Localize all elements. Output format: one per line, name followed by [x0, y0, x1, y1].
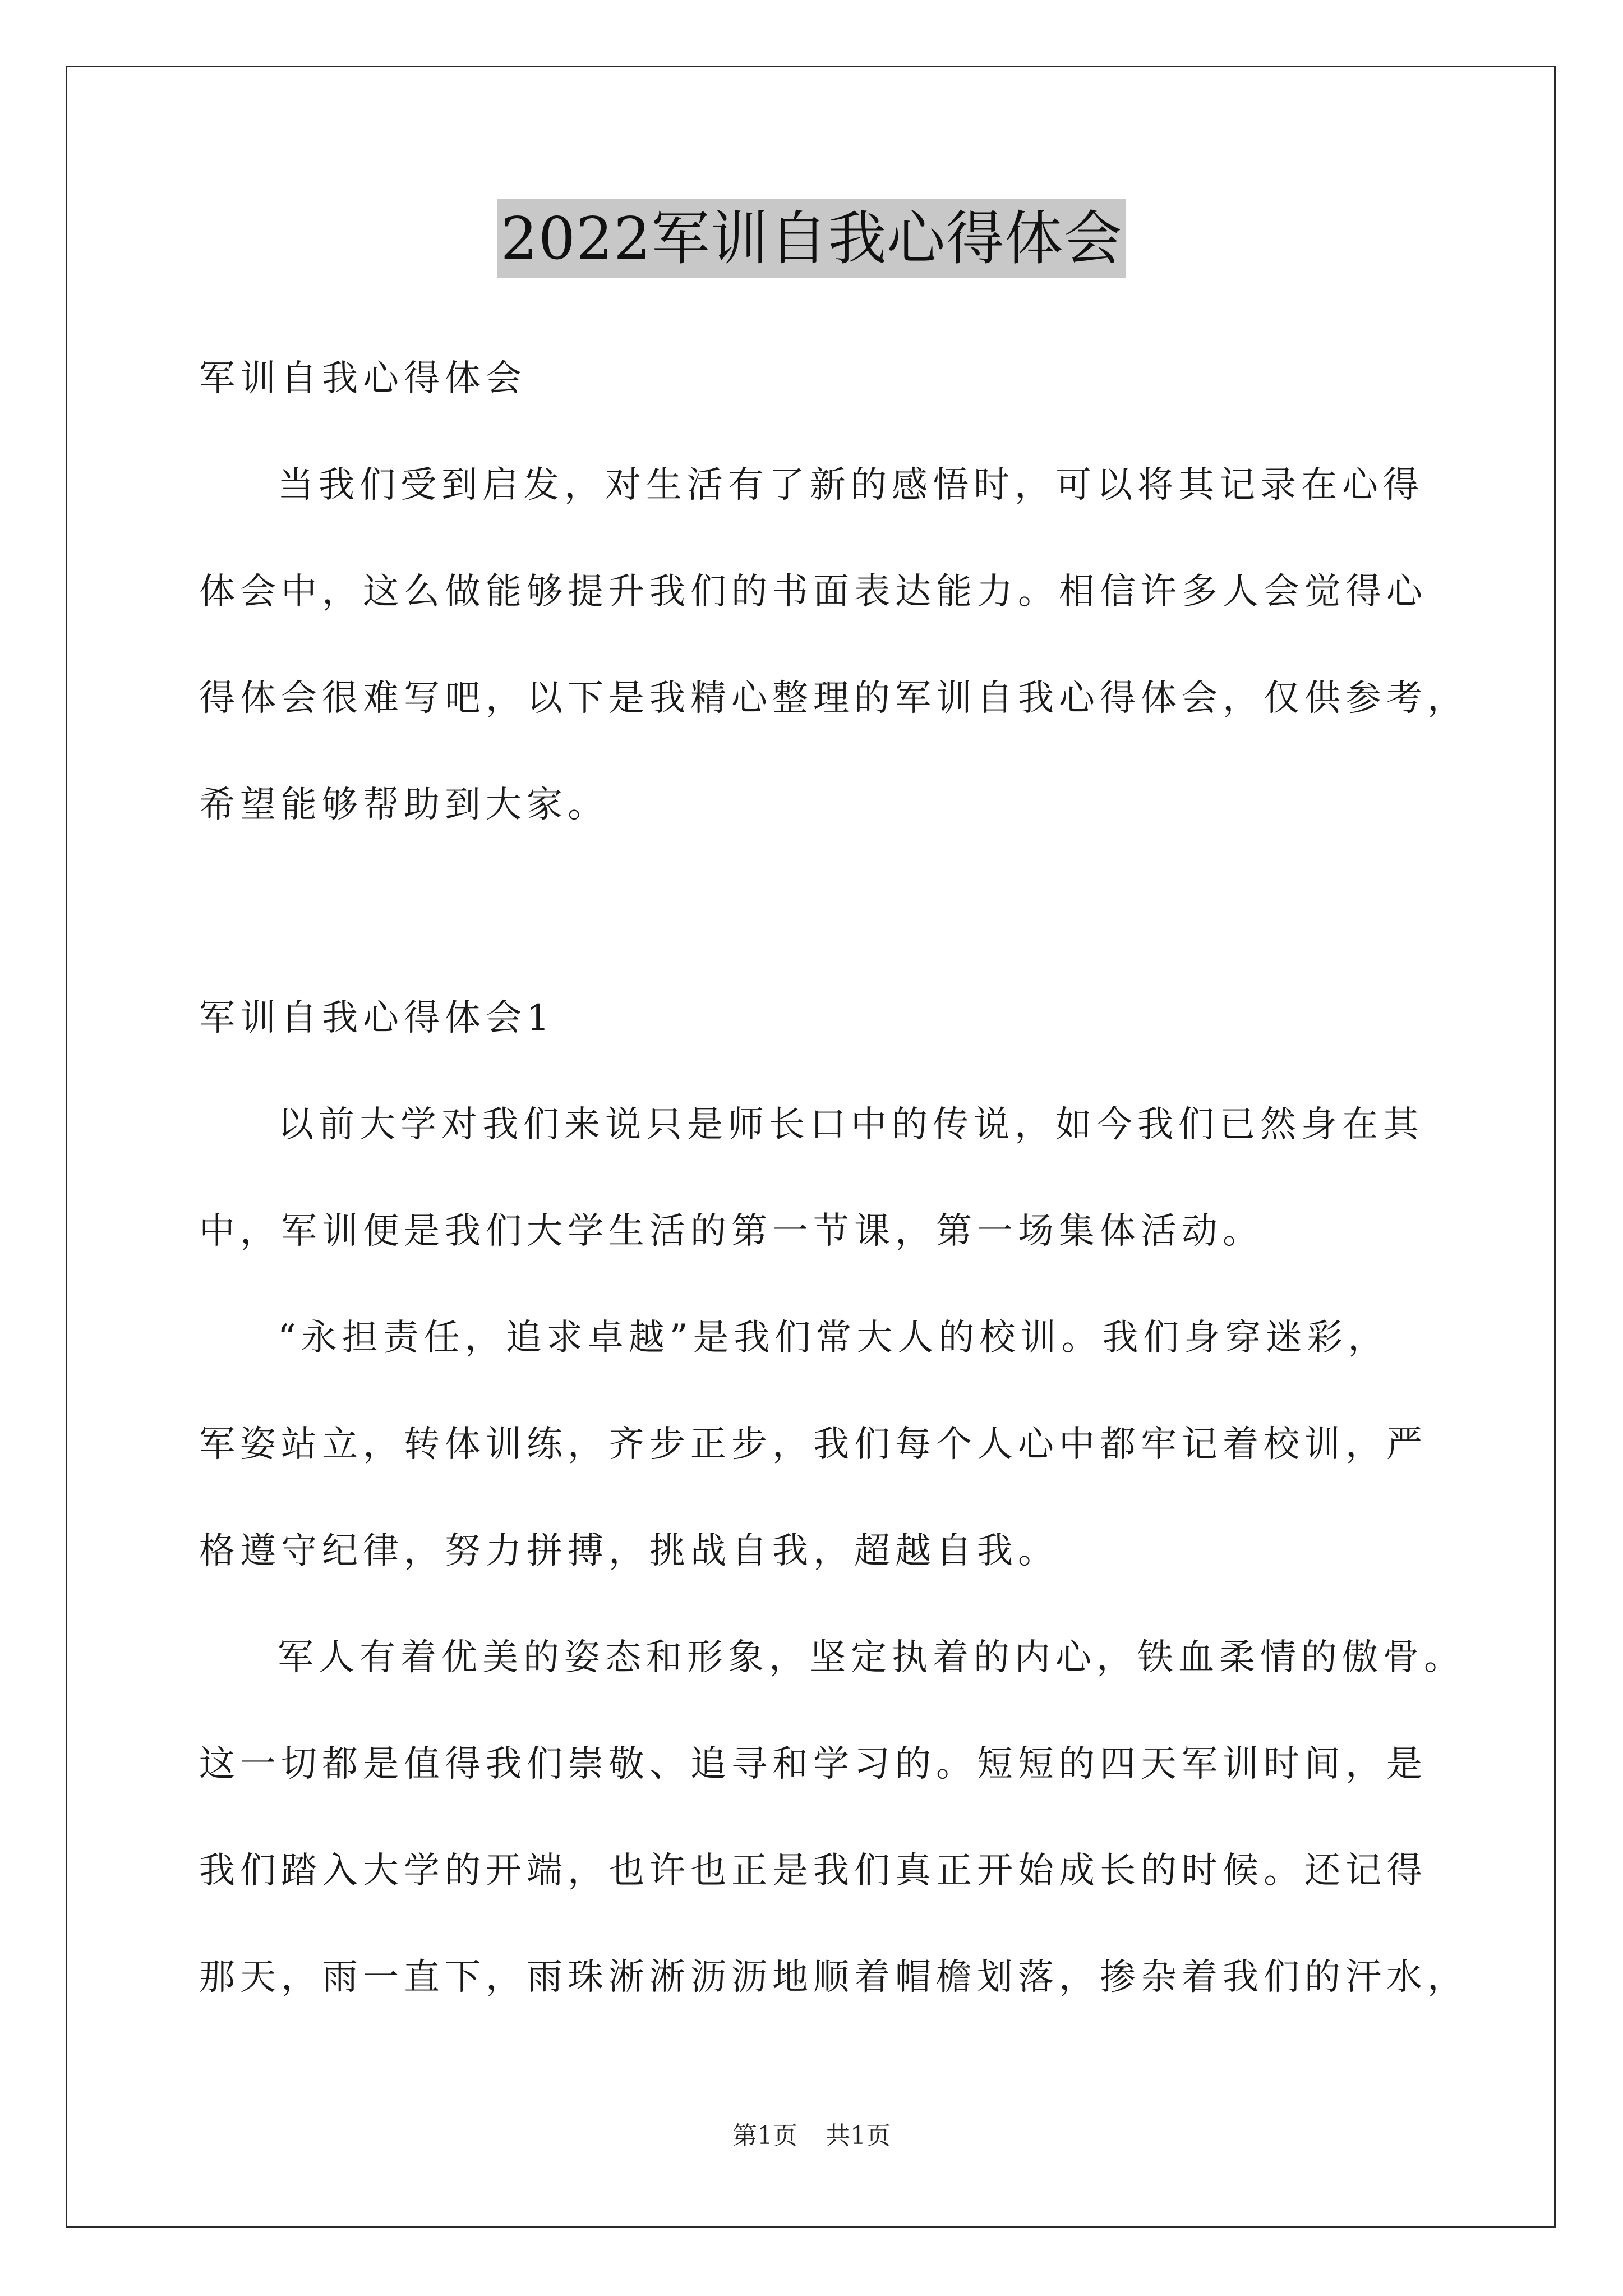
paragraph-line: 军人有着优美的姿态和形象，坚定执着的内心，铁血柔情的傲骨。: [278, 1637, 1465, 1678]
paragraph-line: 那天，雨一直下，雨珠淅淅沥沥地顺着帽檐划落，掺杂着我们的汗水，: [199, 1957, 1468, 1998]
document-title: 2022军训自我心得体会: [497, 199, 1126, 278]
page-total: 共1页: [826, 2122, 891, 2150]
paragraph-line: “永担责任，追求卓越”是我们常大人的校训。我们身穿迷彩，: [278, 1317, 1389, 1359]
section-heading: 军训自我心得体会1: [199, 997, 555, 1039]
page-number: 第1页: [732, 2122, 797, 2150]
paragraph-line: 体会中，这么做能够提升我们的书面表达能力。相信许多人会觉得心: [199, 571, 1427, 613]
paragraph-line: 中，军训便是我们大学生活的第一节课，第一场集体活动。: [199, 1211, 1264, 1252]
paragraph-line: 军姿站立，转体训练，齐步正步，我们每个人心中都牢记着校训，严: [199, 1424, 1427, 1465]
title-container: [0, 199, 1623, 278]
paragraph-line: 这一切都是值得我们崇敬、追寻和学习的。短短的四天军训时间，是: [199, 1743, 1427, 1785]
paragraph-line: 希望能够帮助到大家。: [199, 784, 608, 826]
paragraph-line: 当我们受到启发，对生活有了新的感悟时，可以将其记录在心得: [278, 464, 1424, 506]
paragraph-line: 我们踏入大学的开端，也许也正是我们真正开始成长的时候。还记得: [199, 1850, 1427, 1892]
paragraph-line: 格遵守纪律，努力拼搏，挑战自我，超越自我。: [199, 1530, 1059, 1572]
paragraph-line: 得体会很难写吧，以下是我精心整理的军训自我心得体会，仅供参考，: [199, 678, 1468, 719]
section-heading: 军训自我心得体会: [199, 358, 527, 399]
page-footer: [0, 2119, 1623, 2153]
paragraph-line: 以前大学对我们来说只是师长口中的传说，如今我们已然身在其: [278, 1104, 1424, 1145]
